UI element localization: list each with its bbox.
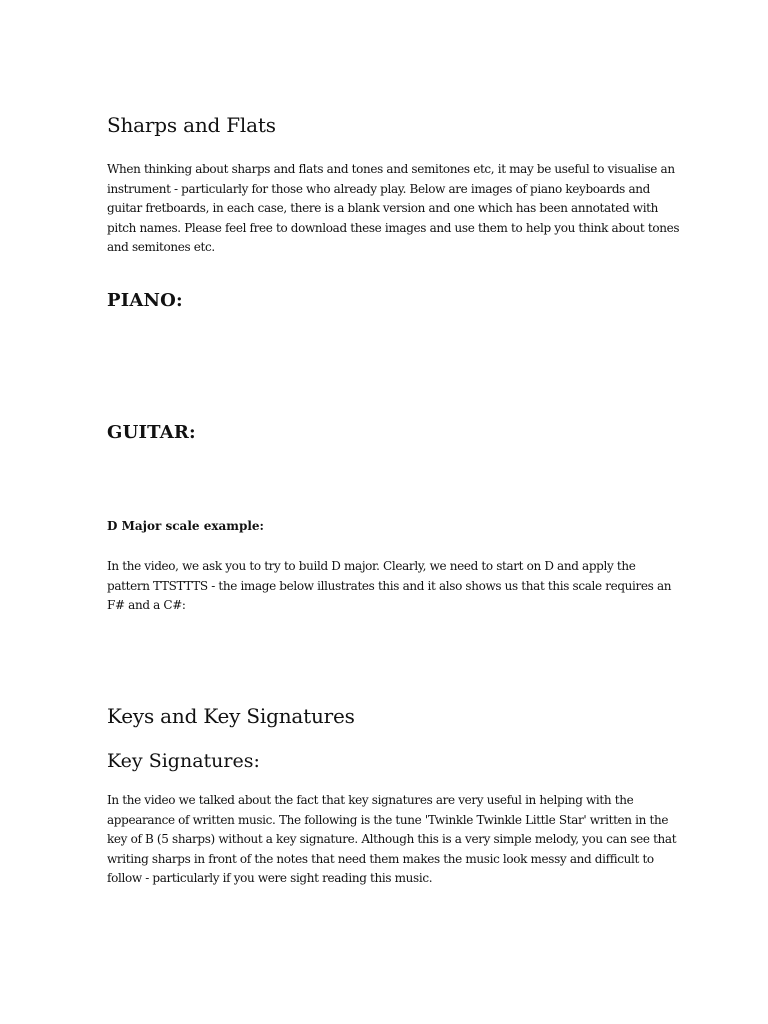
d-major-line: pattern TTSTTTS - the image below illustrates this and it also shows us that this scale requires an bbox=[107, 578, 672, 593]
key-signatures-paragraph bbox=[107, 791, 677, 889]
d-major-heading: D Major scale example: bbox=[107, 519, 264, 533]
d-major-paragraph bbox=[107, 557, 672, 616]
intro-line: instrument - particularly for those who already play. Below are images of piano keyboards and bbox=[107, 181, 650, 196]
sharps-and-flats-heading: Sharps and Flats bbox=[107, 113, 276, 137]
intro-line: When thinking about sharps and flats and tones and semitones etc, it may be useful to visualise an bbox=[107, 162, 675, 176]
keys-heading: Keys and Key Signatures bbox=[107, 704, 355, 728]
intro-line: guitar fretboards, in each case, there is a blank version and one which has been annotated with bbox=[107, 201, 659, 216]
sharps-and-flats-intro bbox=[107, 160, 680, 258]
intro-line: and semitones etc. bbox=[107, 240, 215, 255]
key-signatures-line: key of B (5 sharps) without a key signature. Although this is a very simple melody, you can see that bbox=[107, 832, 677, 847]
key-signatures-line: In the video we talked about the fact that key signatures are very useful in helping with the bbox=[107, 793, 634, 807]
intro-line: pitch names. Please feel free to download these images and use them to help you think about tones bbox=[107, 220, 680, 235]
d-major-line: F# and a C#: bbox=[107, 598, 186, 613]
key-signatures-line: follow - particularly if you were sight reading this music. bbox=[107, 871, 433, 886]
key-signatures-subheading: Key Signatures: bbox=[107, 750, 260, 772]
key-signatures-line: writing sharps in front of the notes that need them makes the music look messy and difficult to bbox=[107, 851, 654, 866]
d-major-line: In the video, we ask you to try to build D major. Clearly, we need to start on D and apply the bbox=[107, 559, 636, 573]
guitar-heading: GUITAR: bbox=[107, 422, 196, 443]
key-signatures-line: appearance of written music. The following is the tune 'Twinkle Twinkle Little Star' written in the bbox=[107, 812, 669, 827]
piano-heading: PIANO: bbox=[107, 290, 183, 311]
